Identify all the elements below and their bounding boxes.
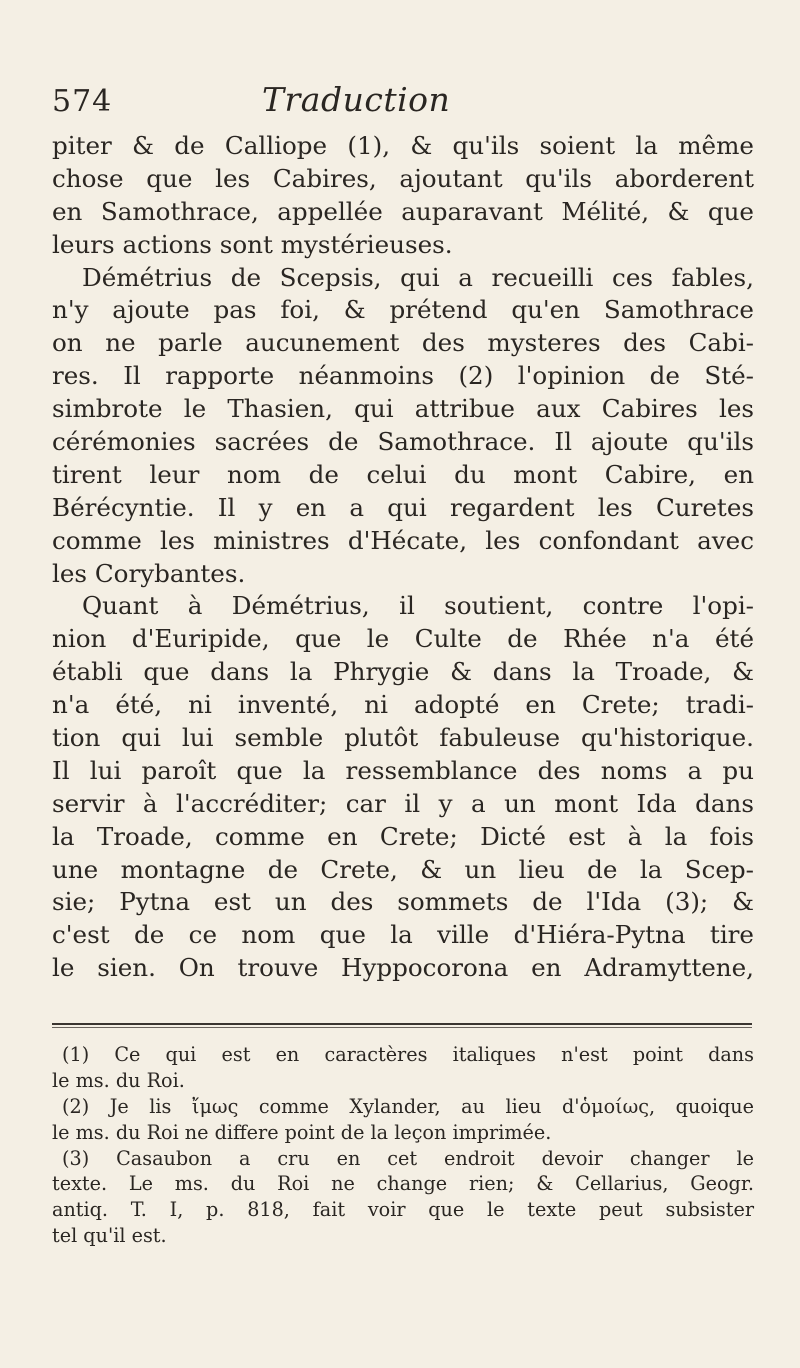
body-line: nion d'Euripide, que le Culte de Rhée n'a été bbox=[52, 624, 754, 654]
body-line: sie; Pytna est un des sommets de l'Ida (3); & bbox=[52, 887, 754, 917]
body-line: n'a été, ni inventé, ni adopté en Crete; tradi- bbox=[52, 690, 754, 720]
body-line: simbrote le Thasien, qui attribue aux Cabires les bbox=[52, 394, 754, 424]
footnote-rule-thin bbox=[52, 1027, 752, 1028]
body-line: en Samothrace, appellée auparavant Mélité, & que bbox=[52, 196, 754, 226]
body-line: le sien. On trouve Hyppocorona en Adramyttene, bbox=[52, 953, 754, 983]
body-line: res. Il rapporte néanmoins (2) l'opinion de Sté- bbox=[52, 361, 754, 391]
footnote-line: (3) Casaubon a cru en cet endroit devoir changer le bbox=[62, 1146, 754, 1170]
footnotes bbox=[52, 1042, 754, 1249]
body-line: Bérécyntie. Il y en a qui regardent les Curetes bbox=[52, 492, 754, 522]
body-line: la Troade, comme en Crete; Dicté est à la fois bbox=[52, 821, 754, 851]
body-line: Quant à Démétrius, il soutient, contre l'opi- bbox=[82, 591, 754, 621]
body-line: Il lui paroît que la ressemblance des noms a pu bbox=[52, 755, 754, 785]
body-line: cérémonies sacrées de Samothrace. Il ajoute qu'ils bbox=[52, 427, 754, 457]
body-line: établi que dans la Phrygie & dans la Troade, & bbox=[52, 657, 754, 687]
body-line: une montagne de Crete, & un lieu de la Scep- bbox=[52, 854, 754, 884]
footnote-line: texte. Le ms. du Roi ne change rien; & Cellarius, Geogr. bbox=[52, 1172, 754, 1196]
running-title: Traduction bbox=[262, 80, 451, 119]
page-number: 574 bbox=[52, 84, 113, 119]
body-line: les Corybantes. bbox=[52, 558, 246, 588]
body-line: comme les ministres d'Hécate, les confondant avec bbox=[52, 525, 754, 555]
body-line: tion qui lui semble plutôt fabuleuse qu'historique. bbox=[52, 723, 754, 753]
footnote-rule bbox=[52, 1023, 752, 1025]
body-line: piter & de Calliope (1), & qu'ils soient la même bbox=[52, 131, 754, 160]
footnote-line: le ms. du Roi. bbox=[52, 1068, 185, 1092]
body-line: on ne parle aucunement des mysteres des Cabi- bbox=[52, 328, 754, 358]
footnote-line: le ms. du Roi ne differe point de la leçon imprimée. bbox=[52, 1120, 552, 1144]
body-line: servir à l'accréditer; car il y a un mont Ida dans bbox=[52, 788, 754, 818]
body-line: n'y ajoute pas foi, & prétend qu'en Samothrace bbox=[52, 295, 754, 325]
page-header bbox=[52, 80, 752, 124]
footnote-line: (2) Je lis ἴμως comme Xylander, au lieu d'ὁμοίως, quoique bbox=[62, 1094, 754, 1118]
body-line: leurs actions sont mystérieuses. bbox=[52, 229, 453, 259]
footnote-line: antiq. T. I, p. 818, fait voir que le texte peut subsister bbox=[52, 1198, 754, 1222]
body-line: c'est de ce nom que la ville d'Hiéra-Pytna tire bbox=[52, 920, 754, 950]
body-line: chose que les Cabires, ajoutant qu'ils aborderent bbox=[52, 163, 754, 193]
body-line: Démétrius de Scepsis, qui a recueilli ces fables, bbox=[82, 262, 754, 292]
footnote-line: (1) Ce qui est en caractères italiques n'est point dans bbox=[62, 1043, 754, 1066]
body-line: tirent leur nom de celui du mont Cabire, en bbox=[52, 459, 754, 489]
body-text bbox=[52, 130, 754, 985]
footnote-line: tel qu'il est. bbox=[52, 1224, 167, 1248]
